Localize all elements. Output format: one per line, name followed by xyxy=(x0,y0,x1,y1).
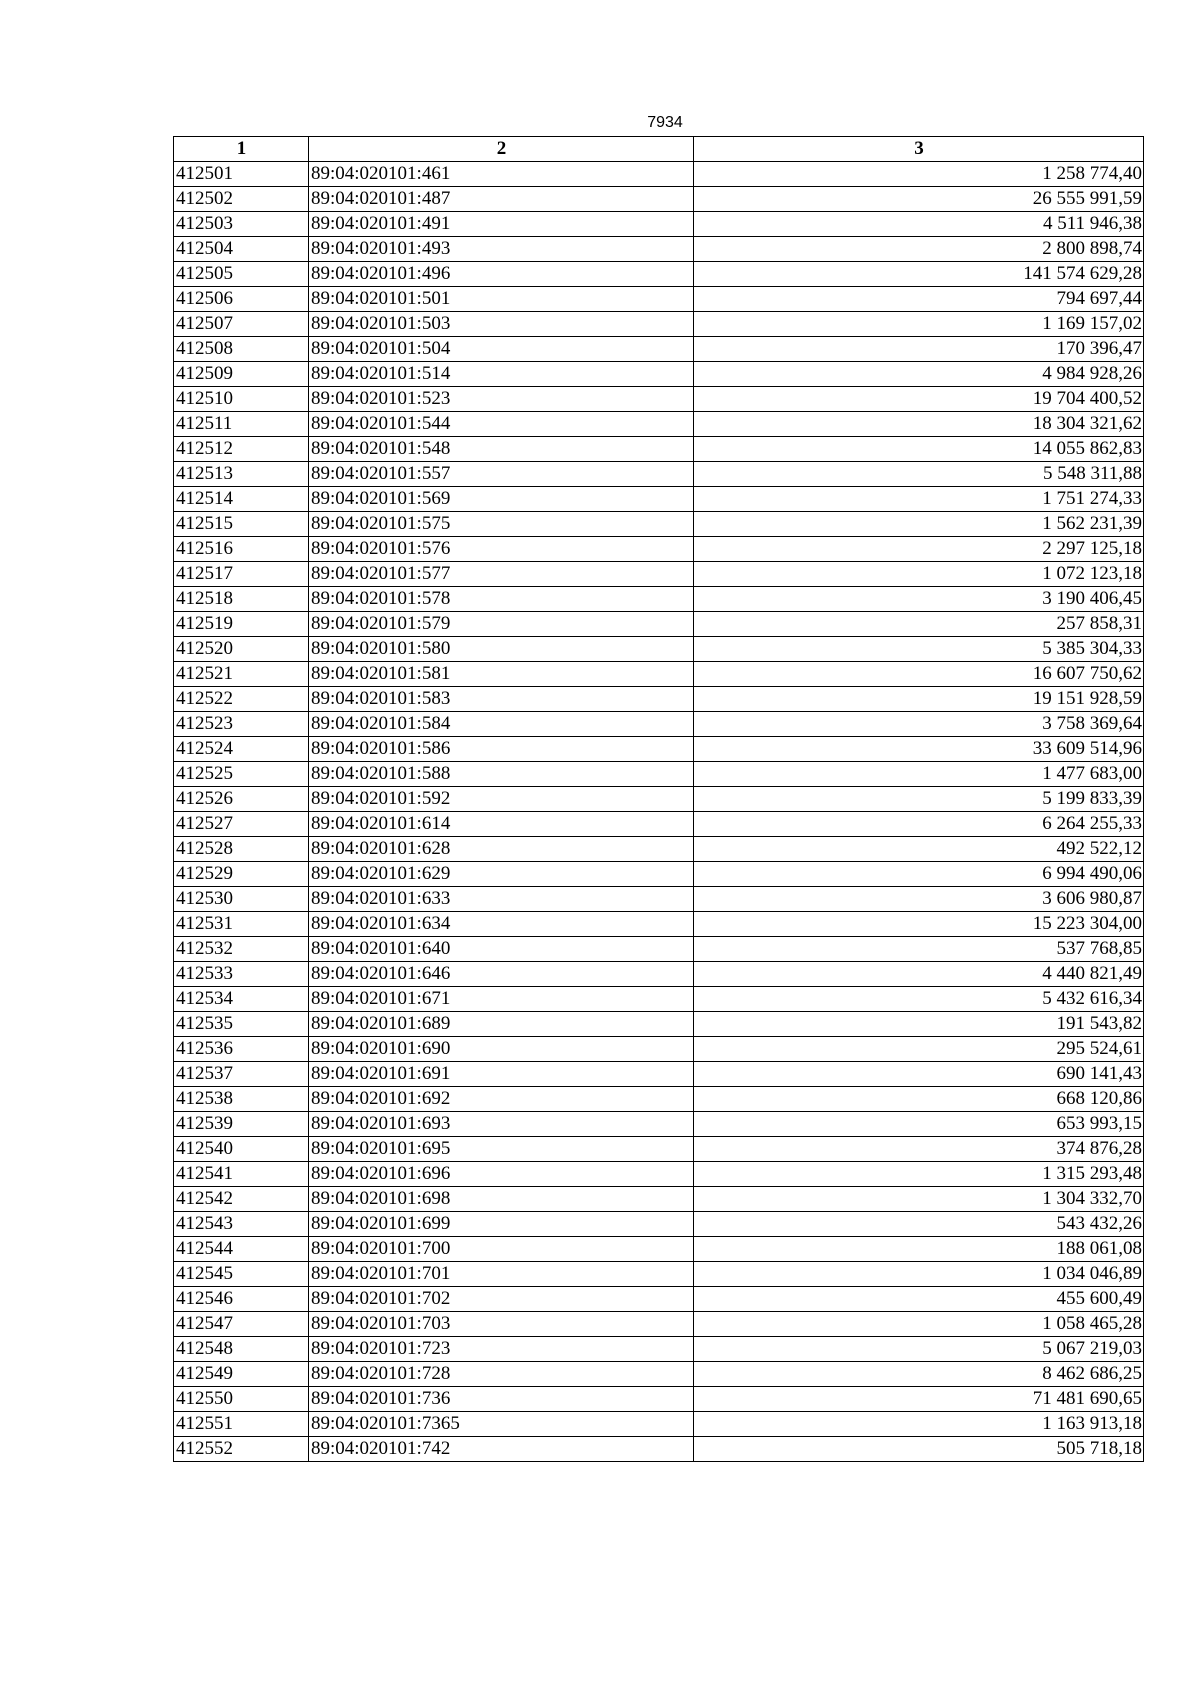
value-cell: 15 223 304,00 xyxy=(694,912,1144,937)
row-number-cell: 412514 xyxy=(174,487,309,512)
value-cell: 257 858,31 xyxy=(694,612,1144,637)
table-row xyxy=(174,1037,1144,1062)
cadastral-number-cell: 89:04:020101:633 xyxy=(309,887,694,912)
row-number-cell: 412520 xyxy=(174,637,309,662)
cadastral-number-cell: 89:04:020101:504 xyxy=(309,337,694,362)
table-row xyxy=(174,437,1144,462)
page-number: 7934 xyxy=(647,114,683,131)
row-number-cell: 412537 xyxy=(174,1062,309,1087)
value-cell: 295 524,61 xyxy=(694,1037,1144,1062)
value-cell: 26 555 991,59 xyxy=(694,187,1144,212)
row-number-cell: 412550 xyxy=(174,1387,309,1412)
row-number-cell: 412503 xyxy=(174,212,309,237)
cadastral-number-cell: 89:04:020101:614 xyxy=(309,812,694,837)
table-row xyxy=(174,1437,1144,1462)
cadastral-number-cell: 89:04:020101:693 xyxy=(309,1112,694,1137)
cadastral-number-cell: 89:04:020101:576 xyxy=(309,537,694,562)
row-number-cell: 412509 xyxy=(174,362,309,387)
value-cell: 6 264 255,33 xyxy=(694,812,1144,837)
row-number-cell: 412516 xyxy=(174,537,309,562)
cadastral-number-cell: 89:04:020101:580 xyxy=(309,637,694,662)
row-number-cell: 412534 xyxy=(174,987,309,1012)
column-header-3: 3 xyxy=(694,137,1144,162)
value-cell: 19 151 928,59 xyxy=(694,687,1144,712)
value-cell: 1 163 913,18 xyxy=(694,1412,1144,1437)
row-number-cell: 412544 xyxy=(174,1237,309,1262)
row-number-cell: 412510 xyxy=(174,387,309,412)
value-cell: 1 072 123,18 xyxy=(694,562,1144,587)
cadastral-number-cell: 89:04:020101:698 xyxy=(309,1187,694,1212)
row-number-cell: 412538 xyxy=(174,1087,309,1112)
row-number-cell: 412541 xyxy=(174,1162,309,1187)
cadastral-number-cell: 89:04:020101:699 xyxy=(309,1212,694,1237)
value-cell: 2 297 125,18 xyxy=(694,537,1144,562)
row-number-cell: 412548 xyxy=(174,1337,309,1362)
table-row xyxy=(174,712,1144,737)
table-row xyxy=(174,762,1144,787)
row-number-cell: 412525 xyxy=(174,762,309,787)
cadastral-number-cell: 89:04:020101:628 xyxy=(309,837,694,862)
table-row xyxy=(174,287,1144,312)
table-row xyxy=(174,562,1144,587)
row-number-cell: 412524 xyxy=(174,737,309,762)
table-row xyxy=(174,837,1144,862)
value-cell: 8 462 686,25 xyxy=(694,1362,1144,1387)
value-cell: 2 800 898,74 xyxy=(694,237,1144,262)
row-number-cell: 412547 xyxy=(174,1312,309,1337)
cadastral-number-cell: 89:04:020101:634 xyxy=(309,912,694,937)
cadastral-number-cell: 89:04:020101:736 xyxy=(309,1387,694,1412)
table-body xyxy=(174,162,1144,1462)
row-number-cell: 412531 xyxy=(174,912,309,937)
value-cell: 6 994 490,06 xyxy=(694,862,1144,887)
cadastral-number-cell: 89:04:020101:728 xyxy=(309,1362,694,1387)
row-number-cell: 412526 xyxy=(174,787,309,812)
row-number-cell: 412519 xyxy=(174,612,309,637)
value-cell: 188 061,08 xyxy=(694,1237,1144,1262)
table-row xyxy=(174,1237,1144,1262)
value-cell: 5 385 304,33 xyxy=(694,637,1144,662)
row-number-cell: 412505 xyxy=(174,262,309,287)
cadastral-number-cell: 89:04:020101:557 xyxy=(309,462,694,487)
cadastral-number-cell: 89:04:020101:695 xyxy=(309,1137,694,1162)
table-row xyxy=(174,412,1144,437)
cadastral-number-cell: 89:04:020101:487 xyxy=(309,187,694,212)
row-number-cell: 412549 xyxy=(174,1362,309,1387)
row-number-cell: 412528 xyxy=(174,837,309,862)
table-row xyxy=(174,187,1144,212)
table-row xyxy=(174,937,1144,962)
row-number-cell: 412546 xyxy=(174,1287,309,1312)
table-row xyxy=(174,1262,1144,1287)
cadastral-number-cell: 89:04:020101:7365 xyxy=(309,1412,694,1437)
row-number-cell: 412502 xyxy=(174,187,309,212)
table-row xyxy=(174,1287,1144,1312)
row-number-cell: 412501 xyxy=(174,162,309,187)
row-number-cell: 412542 xyxy=(174,1187,309,1212)
value-cell: 3 758 369,64 xyxy=(694,712,1144,737)
row-number-cell: 412523 xyxy=(174,712,309,737)
value-cell: 4 511 946,38 xyxy=(694,212,1144,237)
table-row xyxy=(174,1062,1144,1087)
table-row xyxy=(174,312,1144,337)
table-row xyxy=(174,362,1144,387)
row-number-cell: 412543 xyxy=(174,1212,309,1237)
value-cell: 5 199 833,39 xyxy=(694,787,1144,812)
value-cell: 5 432 616,34 xyxy=(694,987,1144,1012)
table-row xyxy=(174,962,1144,987)
row-number-cell: 412530 xyxy=(174,887,309,912)
table-row xyxy=(174,262,1144,287)
value-cell: 71 481 690,65 xyxy=(694,1387,1144,1412)
row-number-cell: 412513 xyxy=(174,462,309,487)
cadastral-number-cell: 89:04:020101:493 xyxy=(309,237,694,262)
row-number-cell: 412508 xyxy=(174,337,309,362)
cadastral-number-cell: 89:04:020101:586 xyxy=(309,737,694,762)
table-row xyxy=(174,387,1144,412)
table-header-row xyxy=(174,137,1144,162)
value-cell: 492 522,12 xyxy=(694,837,1144,862)
value-cell: 1 751 274,33 xyxy=(694,487,1144,512)
cadastral-number-cell: 89:04:020101:689 xyxy=(309,1012,694,1037)
value-cell: 1 258 774,40 xyxy=(694,162,1144,187)
table-row xyxy=(174,337,1144,362)
table-row xyxy=(174,237,1144,262)
row-number-cell: 412529 xyxy=(174,862,309,887)
value-cell: 1 315 293,48 xyxy=(694,1162,1144,1187)
table-row xyxy=(174,912,1144,937)
cadastral-number-cell: 89:04:020101:703 xyxy=(309,1312,694,1337)
table-row xyxy=(174,1137,1144,1162)
cadastral-number-cell: 89:04:020101:544 xyxy=(309,412,694,437)
value-cell: 1 562 231,39 xyxy=(694,512,1144,537)
table-row xyxy=(174,687,1144,712)
cadastral-number-cell: 89:04:020101:575 xyxy=(309,512,694,537)
table-row xyxy=(174,1362,1144,1387)
row-number-cell: 412535 xyxy=(174,1012,309,1037)
row-number-cell: 412506 xyxy=(174,287,309,312)
value-cell: 1 304 332,70 xyxy=(694,1187,1144,1212)
cadastral-number-cell: 89:04:020101:646 xyxy=(309,962,694,987)
table-row xyxy=(174,1162,1144,1187)
table-row xyxy=(174,1187,1144,1212)
cadastral-number-cell: 89:04:020101:588 xyxy=(309,762,694,787)
cadastral-number-cell: 89:04:020101:702 xyxy=(309,1287,694,1312)
value-cell: 1 169 157,02 xyxy=(694,312,1144,337)
value-cell: 537 768,85 xyxy=(694,937,1144,962)
value-cell: 455 600,49 xyxy=(694,1287,1144,1312)
cadastral-number-cell: 89:04:020101:514 xyxy=(309,362,694,387)
value-cell: 18 304 321,62 xyxy=(694,412,1144,437)
value-cell: 14 055 862,83 xyxy=(694,437,1144,462)
table-row xyxy=(174,1387,1144,1412)
table-row xyxy=(174,662,1144,687)
column-header-2: 2 xyxy=(309,137,694,162)
cadastral-number-cell: 89:04:020101:592 xyxy=(309,787,694,812)
table-row xyxy=(174,487,1144,512)
row-number-cell: 412522 xyxy=(174,687,309,712)
cadastral-number-cell: 89:04:020101:742 xyxy=(309,1437,694,1462)
table-row xyxy=(174,1212,1144,1237)
row-number-cell: 412518 xyxy=(174,587,309,612)
value-cell: 5 067 219,03 xyxy=(694,1337,1144,1362)
cadastral-number-cell: 89:04:020101:640 xyxy=(309,937,694,962)
value-cell: 653 993,15 xyxy=(694,1112,1144,1137)
row-number-cell: 412540 xyxy=(174,1137,309,1162)
value-cell: 505 718,18 xyxy=(694,1437,1144,1462)
row-number-cell: 412552 xyxy=(174,1437,309,1462)
cadastral-number-cell: 89:04:020101:581 xyxy=(309,662,694,687)
table-row xyxy=(174,612,1144,637)
row-number-cell: 412532 xyxy=(174,937,309,962)
row-number-cell: 412515 xyxy=(174,512,309,537)
table-row xyxy=(174,1087,1144,1112)
row-number-cell: 412539 xyxy=(174,1112,309,1137)
table-row xyxy=(174,212,1144,237)
value-cell: 170 396,47 xyxy=(694,337,1144,362)
cadastral-number-cell: 89:04:020101:691 xyxy=(309,1062,694,1087)
value-cell: 16 607 750,62 xyxy=(694,662,1144,687)
table-row xyxy=(174,512,1144,537)
table-row xyxy=(174,812,1144,837)
row-number-cell: 412511 xyxy=(174,412,309,437)
value-cell: 1 034 046,89 xyxy=(694,1262,1144,1287)
cadastral-number-cell: 89:04:020101:579 xyxy=(309,612,694,637)
value-cell: 33 609 514,96 xyxy=(694,737,1144,762)
cadastral-number-cell: 89:04:020101:723 xyxy=(309,1337,694,1362)
value-cell: 668 120,86 xyxy=(694,1087,1144,1112)
row-number-cell: 412512 xyxy=(174,437,309,462)
cadastral-number-cell: 89:04:020101:690 xyxy=(309,1037,694,1062)
value-cell: 19 704 400,52 xyxy=(694,387,1144,412)
cadastral-number-cell: 89:04:020101:671 xyxy=(309,987,694,1012)
cadastral-number-cell: 89:04:020101:577 xyxy=(309,562,694,587)
cadastral-number-cell: 89:04:020101:583 xyxy=(309,687,694,712)
table-row xyxy=(174,987,1144,1012)
value-cell: 4 440 821,49 xyxy=(694,962,1144,987)
value-cell: 794 697,44 xyxy=(694,287,1144,312)
table-row xyxy=(174,537,1144,562)
value-cell: 374 876,28 xyxy=(694,1137,1144,1162)
value-cell: 690 141,43 xyxy=(694,1062,1144,1087)
value-cell: 191 543,82 xyxy=(694,1012,1144,1037)
value-cell: 4 984 928,26 xyxy=(694,362,1144,387)
cadastral-number-cell: 89:04:020101:584 xyxy=(309,712,694,737)
data-table xyxy=(173,136,1144,1462)
table-row xyxy=(174,787,1144,812)
cadastral-number-cell: 89:04:020101:569 xyxy=(309,487,694,512)
table-row xyxy=(174,1112,1144,1137)
cadastral-number-cell: 89:04:020101:629 xyxy=(309,862,694,887)
table-row xyxy=(174,637,1144,662)
cadastral-number-cell: 89:04:020101:501 xyxy=(309,287,694,312)
cadastral-number-cell: 89:04:020101:523 xyxy=(309,387,694,412)
cadastral-number-cell: 89:04:020101:461 xyxy=(309,162,694,187)
row-number-cell: 412536 xyxy=(174,1037,309,1062)
cadastral-number-cell: 89:04:020101:578 xyxy=(309,587,694,612)
row-number-cell: 412545 xyxy=(174,1262,309,1287)
cadastral-number-cell: 89:04:020101:491 xyxy=(309,212,694,237)
table-row xyxy=(174,737,1144,762)
row-number-cell: 412507 xyxy=(174,312,309,337)
table-row xyxy=(174,162,1144,187)
table-row xyxy=(174,462,1144,487)
value-cell: 543 432,26 xyxy=(694,1212,1144,1237)
cadastral-number-cell: 89:04:020101:701 xyxy=(309,1262,694,1287)
row-number-cell: 412533 xyxy=(174,962,309,987)
cadastral-number-cell: 89:04:020101:496 xyxy=(309,262,694,287)
cadastral-number-cell: 89:04:020101:503 xyxy=(309,312,694,337)
table-row xyxy=(174,1012,1144,1037)
row-number-cell: 412504 xyxy=(174,237,309,262)
table-row xyxy=(174,887,1144,912)
table-row xyxy=(174,1412,1144,1437)
cadastral-number-cell: 89:04:020101:696 xyxy=(309,1162,694,1187)
cadastral-number-cell: 89:04:020101:548 xyxy=(309,437,694,462)
row-number-cell: 412527 xyxy=(174,812,309,837)
row-number-cell: 412521 xyxy=(174,662,309,687)
cadastral-number-cell: 89:04:020101:692 xyxy=(309,1087,694,1112)
table-row xyxy=(174,1312,1144,1337)
table-row xyxy=(174,1337,1144,1362)
cadastral-number-cell: 89:04:020101:700 xyxy=(309,1237,694,1262)
table-row xyxy=(174,862,1144,887)
value-cell: 141 574 629,28 xyxy=(694,262,1144,287)
column-header-1: 1 xyxy=(174,137,309,162)
value-cell: 3 190 406,45 xyxy=(694,587,1144,612)
value-cell: 5 548 311,88 xyxy=(694,462,1144,487)
value-cell: 3 606 980,87 xyxy=(694,887,1144,912)
row-number-cell: 412517 xyxy=(174,562,309,587)
row-number-cell: 412551 xyxy=(174,1412,309,1437)
value-cell: 1 058 465,28 xyxy=(694,1312,1144,1337)
value-cell: 1 477 683,00 xyxy=(694,762,1144,787)
table-row xyxy=(174,587,1144,612)
